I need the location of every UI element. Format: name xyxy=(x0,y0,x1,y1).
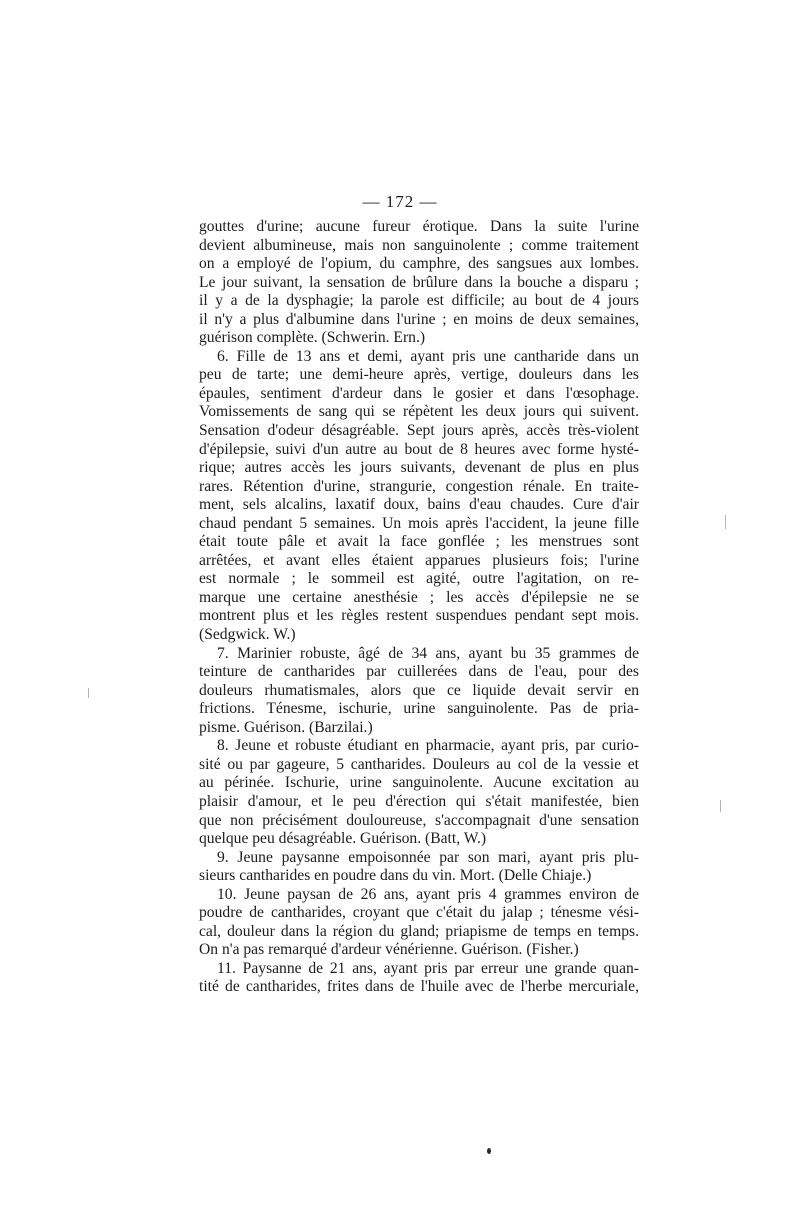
text-line: devient albumineuse, mais non sanguinolente ; comme traitement xyxy=(199,236,639,254)
case-9-start: 9. Jeune paysanne empoisonnée par son mari, ayant pris plu- xyxy=(217,848,639,866)
text-line: épaules, sentiment d'ardeur dans le gosier et dans l'œsophage. xyxy=(199,384,639,402)
text-line: rique; autres accès les jours suivants, devenant de plus en plus xyxy=(199,459,639,477)
text-line: guérison complète. (Schwerin. Ern.) xyxy=(199,329,426,347)
text-line: sieurs cantharides en poudre dans du vin. Mort. (Delle Chiaje.) xyxy=(199,867,592,885)
text-line: gouttes d'urine; aucune fureur érotique. Dans la suite l'urine xyxy=(199,218,639,235)
text-line: plaisir d'amour, et le peu d'érection qui s'était manifestée, bien xyxy=(199,792,639,810)
text-line: est normale ; le sommeil est agité, outre l'agitation, on re- xyxy=(199,570,639,588)
body-text xyxy=(199,218,639,997)
text-line: Vomissements de sang qui se répètent les deux jours qui suivent. xyxy=(199,403,639,421)
text-line: d'épilepsie, suivi d'un autre au bout de 8 heures avec forme hysté- xyxy=(199,440,639,458)
text-line: (Sedgwick. W.) xyxy=(199,626,296,644)
text-line: il y a de la dysphagie; la parole est difficile; au bout de 4 jours xyxy=(199,292,639,310)
text-line: Sensation d'odeur désagréable. Sept jours après, accès très-violent xyxy=(199,422,639,440)
text-line: tité de cantharides, frites dans de l'huile avec de l'herbe mercuriale, xyxy=(199,978,639,996)
text-line: douleurs rhumatismales, alors que ce liquide devait servir en xyxy=(199,681,639,699)
text-line: peu de tarte; une demi-heure après, vertige, douleurs dans les xyxy=(199,366,639,384)
text-line: au périnée. Ischurie, urine sanguinolente. Aucune excitation au xyxy=(199,774,639,792)
case-7-start: 7. Marinier robuste, âgé de 34 ans, ayant bu 35 grammes de xyxy=(217,644,639,662)
paper-speck xyxy=(725,515,726,529)
text-line: cal, douleur dans la région du gland; priapisme de temps en temps. xyxy=(199,922,639,940)
case-8-start: 8. Jeune et robuste étudiant en pharmacie, ayant pris, par curio- xyxy=(217,737,639,755)
ink-spot xyxy=(487,1148,491,1154)
case-6-start: 6. Fille de 13 ans et demi, ayant pris une cantharide dans un xyxy=(217,347,639,365)
text-line: marque une certaine anesthésie ; les accès d'épilepsie ne se xyxy=(199,588,639,606)
paper-speck xyxy=(720,800,721,812)
text-line: Le jour suivant, la sensation de brûlure dans la bouche a disparu ; xyxy=(199,273,639,291)
text-line: teinture de cantharides par cuillerées dans de l'eau, pour des xyxy=(199,663,639,681)
text-line: rares. Rétention d'urine, strangurie, congestion rénale. En traite- xyxy=(199,477,639,495)
case-11-start: 11. Paysanne de 21 ans, ayant pris par erreur une grande quan- xyxy=(217,959,639,977)
text-line: ment, sels alcalins, laxatif doux, bains d'eau chaudes. Cure d'air xyxy=(199,496,639,514)
text-line: que non précisément douloureuse, s'accompagnait d'une sensation xyxy=(199,811,639,829)
text-line: montrent plus et les règles restent suspendues pendant sept mois. xyxy=(199,607,639,625)
text-line: il n'y a plus d'albumine dans l'urine ; en moins de deux semaines, xyxy=(199,310,639,328)
case-10-start: 10. Jeune paysan de 26 ans, ayant pris 4 grammes environ de xyxy=(217,885,639,903)
text-line: on a employé de l'opium, du camphre, des sangsues aux lombes. xyxy=(199,255,639,273)
text-line: arrêtées, et avant elles étaient apparues plusieurs fois; l'urine xyxy=(199,551,639,569)
paper-speck xyxy=(88,688,89,698)
text-line: chaud pendant 5 semaines. Un mois après l'accident, la jeune fille xyxy=(199,514,639,532)
text-line: poudre de cantharides, croyant que c'était du jalap ; ténesme vési- xyxy=(199,904,639,922)
text-line: frictions. Ténesme, ischurie, urine sanguinolente. Pas de pria- xyxy=(199,700,639,718)
text-line: On n'a pas remarqué d'ardeur vénérienne. Guérison. (Fisher.) xyxy=(199,941,579,959)
text-line: quelque peu désagréable. Guérison. (Batt, W.) xyxy=(199,830,487,848)
page-number: — 172 — xyxy=(362,192,438,211)
text-line: était toute pâle et avait la face gonflée ; les menstrues sont xyxy=(199,533,639,551)
text-line: sité ou par gageure, 5 cantharides. Douleurs au col de la vessie et xyxy=(199,755,639,773)
text-line: pisme. Guérison. (Barzilai.) xyxy=(199,718,373,736)
